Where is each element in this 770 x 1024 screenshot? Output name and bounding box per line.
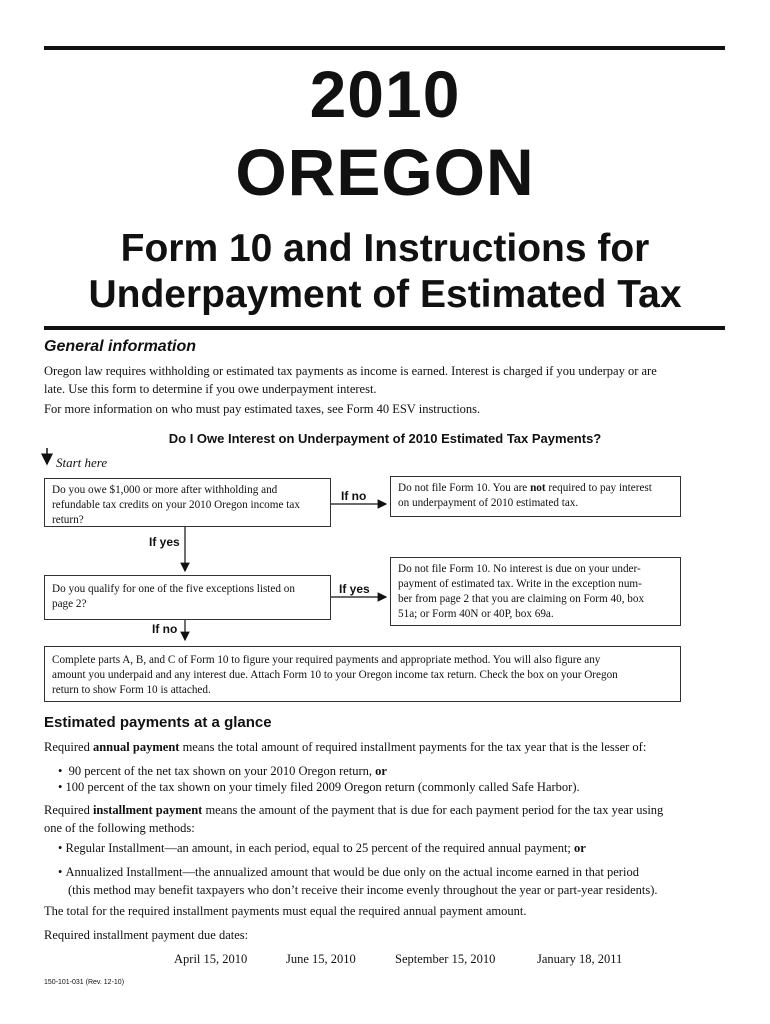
if-yes-label-2: If yes bbox=[339, 582, 370, 596]
r1-line1-bold: not bbox=[530, 482, 546, 494]
glance-heading: Estimated payments at a glance bbox=[44, 714, 272, 731]
form-title-line1: Form 10 and Instructions for bbox=[120, 227, 650, 270]
p2-bold: installment payment bbox=[92, 803, 203, 817]
p1-bold: annual payment bbox=[92, 740, 180, 754]
result-no-interest-box bbox=[390, 476, 681, 517]
bullet-annualized-installment bbox=[58, 863, 738, 899]
r2-line1: Do not file Form 10. No interest is due on your under- bbox=[398, 563, 641, 575]
general-info-para1-line1: Oregon law requires withholding or estimated tax payments as income is earned. Interest is charged if you underpay or are bbox=[44, 364, 657, 378]
due-date-2: June 15, 2010 bbox=[286, 952, 356, 966]
general-info-para1-line2: late. Use this form to determine if you owe underpayment interest. bbox=[44, 382, 377, 396]
question-owe-1000-box bbox=[44, 478, 331, 527]
q1-line1: Do you owe $1,000 or more after withholding and bbox=[52, 484, 278, 496]
p2-a: Required bbox=[44, 803, 93, 817]
r2-line2: payment of estimated tax. Write in the exception num- bbox=[398, 578, 642, 590]
form-year: 2010 bbox=[309, 57, 461, 131]
p1-b: means the total amount of required installment payments for the tax year that is the lesser of: bbox=[179, 740, 647, 754]
r2-line4: 51a; or Form 40N or 40P, box 69a. bbox=[398, 608, 554, 620]
total-para: The total for the required installment payments must equal the required annual payment amount. bbox=[44, 904, 527, 918]
p2-line2: one of the following methods: bbox=[44, 821, 195, 835]
if-no-label-2: If no bbox=[152, 622, 178, 636]
r1-line1-a: Do not file Form 10. You are bbox=[398, 482, 531, 494]
b1-a: 90 percent of the net tax shown on your 2010 Oregon return, bbox=[68, 764, 376, 778]
bullet-100-percent bbox=[58, 778, 580, 796]
r1-line2: on underpayment of 2010 estimated tax. bbox=[398, 497, 579, 509]
r2-line3: ber from page 2 that you are claiming on Form 40, box bbox=[398, 593, 645, 605]
b1-bold: or bbox=[375, 764, 387, 778]
p1-a: Required bbox=[44, 740, 93, 754]
q2-line1: Do you qualify for one of the five exceptions listed on bbox=[52, 583, 295, 595]
due-date-3: September 15, 2010 bbox=[395, 952, 496, 966]
b4-line2: (this method may benefit taxpayers who don’t receive their income evenly throughout the year or part-year residents). bbox=[68, 883, 658, 897]
question-exceptions-box bbox=[44, 575, 331, 620]
final-line3: return to show Form 10 is attached. bbox=[52, 684, 211, 696]
q1-line3: return? bbox=[52, 514, 84, 526]
due-dates-label: Required installment payment due dates: bbox=[44, 928, 249, 942]
start-here-label: Start here bbox=[56, 455, 108, 470]
annual-payment-para bbox=[44, 738, 744, 756]
b3-a: Regular Installment—an amount, in each period, equal to 25 percent of the required annual payment; bbox=[65, 841, 575, 855]
q2-line2: page 2? bbox=[52, 598, 87, 610]
form-title-line2: Underpayment of Estimated Tax bbox=[88, 273, 682, 316]
b4-line1 bbox=[58, 863, 738, 881]
bullet-dot: • bbox=[58, 841, 66, 855]
general-info-heading: General information bbox=[44, 338, 197, 355]
bullet-dot: • bbox=[58, 865, 66, 879]
if-yes-label-1: If yes bbox=[149, 535, 180, 549]
b3-bold: or bbox=[574, 841, 586, 855]
general-info-para2: For more information on who must pay estimated taxes, see Form 40 ESV instructions. bbox=[44, 402, 481, 416]
p2-line1 bbox=[44, 801, 744, 819]
p2-b: means the amount of the payment that is due for each payment period for the tax year using bbox=[202, 803, 664, 817]
flowchart-heading: Do I Owe Interest on Underpayment of 2010 Estimated Tax Payments? bbox=[168, 431, 602, 446]
r1-line1-b: required to pay interest bbox=[545, 482, 652, 494]
form-state: OREGON bbox=[235, 135, 535, 209]
final-line2: amount you underpaid and any interest due. Attach Form 10 to your Oregon income tax return. Check the box on your Oregon bbox=[52, 669, 618, 681]
r1-line1 bbox=[398, 481, 673, 496]
result-exception-box bbox=[390, 557, 681, 626]
bullet-dot: • bbox=[58, 764, 69, 778]
b4-line1-text: Annualized Installment—the annualized amount that would be due only on the actual income earned in that period bbox=[65, 865, 639, 879]
if-no-label-1: If no bbox=[341, 489, 367, 503]
due-date-4: January 18, 2011 bbox=[537, 952, 623, 966]
installment-payment-para bbox=[44, 801, 744, 837]
q1-line2: refundable tax credits on your 2010 Oregon income tax bbox=[52, 499, 300, 511]
final-line1: Complete parts A, B, and C of Form 10 to figure your required payments and appropriate method. You will also figure any bbox=[52, 654, 601, 666]
bullet-dot: • bbox=[58, 780, 66, 794]
b2: 100 percent of the tax shown on your timely filed 2009 Oregon return (commonly called Safe Harbor). bbox=[65, 780, 580, 794]
complete-form-box bbox=[44, 646, 681, 702]
form-number: 150-101-031 (Rev. 12-10) bbox=[44, 979, 125, 986]
due-date-1: April 15, 2010 bbox=[174, 952, 248, 966]
bullet-regular-installment bbox=[58, 839, 586, 857]
